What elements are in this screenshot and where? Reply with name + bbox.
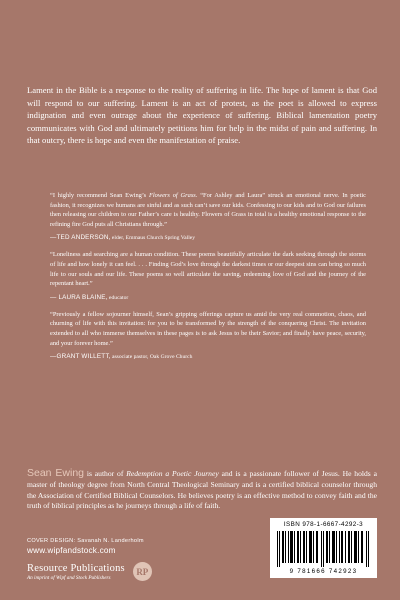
- quote-text: “Loneliness and searching are a human condition. These poems beautifully articulate the dark seeking through the storms of life and how lonely it can feel. . . . Finding God’s love through the darkest times or our deepest sins can bring so much life to our souls and our life. These poems so well articulate the saving, redeeming love of God and the journey of the repentant heart.”: [50, 251, 366, 288]
- bio-text: and is a passionate follower of Jesus. He holds a master of theology degree from North Central Theological Seminary and is a certified biblical counselor through the Association of Certified Biblical Counselors. He believes poetry is an effective method to convey faith and the truth of biblical principles as he journeys through a life of faith.: [27, 469, 377, 511]
- endorser-role: educator: [107, 294, 129, 301]
- endorsement-quote: [50, 191, 366, 229]
- endorsement-quote: [50, 250, 366, 288]
- endorser-name: —TED ANDERSON,: [50, 234, 111, 242]
- book-title: Flowers of Grass: [148, 192, 196, 199]
- quote-text: . “For Ashley and Laura” struck an emotional nerve. In poetic fashion, it recognizes we humans are sinful and as such can’t save our kids. Confessing to our kids and to God our failures then releasing our children to our Father’s care is healthy. Flowers of Grass in total is a healthy emotional response to the refining fire God puts all Christians through.”: [50, 192, 366, 228]
- endorsement-3: [50, 310, 366, 362]
- isbn-number: ISBN 978-1-6667-4292-3: [283, 521, 364, 528]
- cover-design-credit: COVER DESIGN: Savanah N. Landerholm: [27, 538, 144, 544]
- endorsement-1: [50, 191, 366, 243]
- author-name: Sean Ewing: [27, 467, 84, 479]
- endorsement-quote: [50, 310, 366, 348]
- publisher-imprint: An imprint of Wipf and Stock Publishers: [27, 574, 111, 581]
- isbn-barcode: [270, 518, 377, 578]
- endorser-name: — LAURA BLAINE,: [50, 293, 108, 301]
- publisher-block: [27, 562, 227, 581]
- endorser-role: associate pastor, Oak Grove Church: [110, 354, 193, 361]
- barcode-icon: [276, 531, 371, 567]
- author-bio: [27, 468, 377, 512]
- endorsements: [50, 191, 366, 362]
- credits: [27, 538, 227, 581]
- publisher-website: www.wipfandstock.com: [27, 546, 116, 555]
- endorsement-2: [50, 250, 366, 302]
- endorser-name: —GRANT WILLETT,: [50, 353, 111, 361]
- endorser-role: elder, Emmaus Church Spring Valley: [110, 235, 196, 242]
- quote-text: “I highly recommend Sean Ewing’s: [50, 192, 149, 199]
- publisher-text: [27, 563, 125, 581]
- quote-text: “Previously a fellow sojourner himself, Sean’s gripping offerings capture us amid the very real commotion, chaos, and churning of life with this invitation: for you to be transformed by the strength of the conquering Christ. The invitation extended to all who immerse themselves in these pages is to ask Jesus to be their Savior; and finally have peace, security, and your forever home.”: [50, 310, 366, 347]
- intro-paragraph: Lament in the Bible is a response to the reality of suffering in life. The hope of lament is that God will respond to our suffering. Lament is an act of protest, as the poet is allowed to express indignation and even outrage about the experience of suffering. Biblical lamentation poetry communicates with God and ultimately petitions him for help in the midst of pain and suffering. In that outcry, there is hope and even the manifestation of praise.: [27, 85, 377, 145]
- barcode-digits: 9 781666 742923: [289, 568, 358, 575]
- endorsement-attribution: [50, 293, 366, 303]
- bio-text: is author of: [84, 469, 127, 478]
- endorsement-attribution: [50, 352, 366, 362]
- publisher-name: Resource Publications: [27, 562, 125, 574]
- previous-book-title: Redemption a Poetic Journey: [126, 469, 219, 478]
- endorsement-attribution: [50, 233, 366, 243]
- rp-logo-icon: RP: [133, 562, 152, 581]
